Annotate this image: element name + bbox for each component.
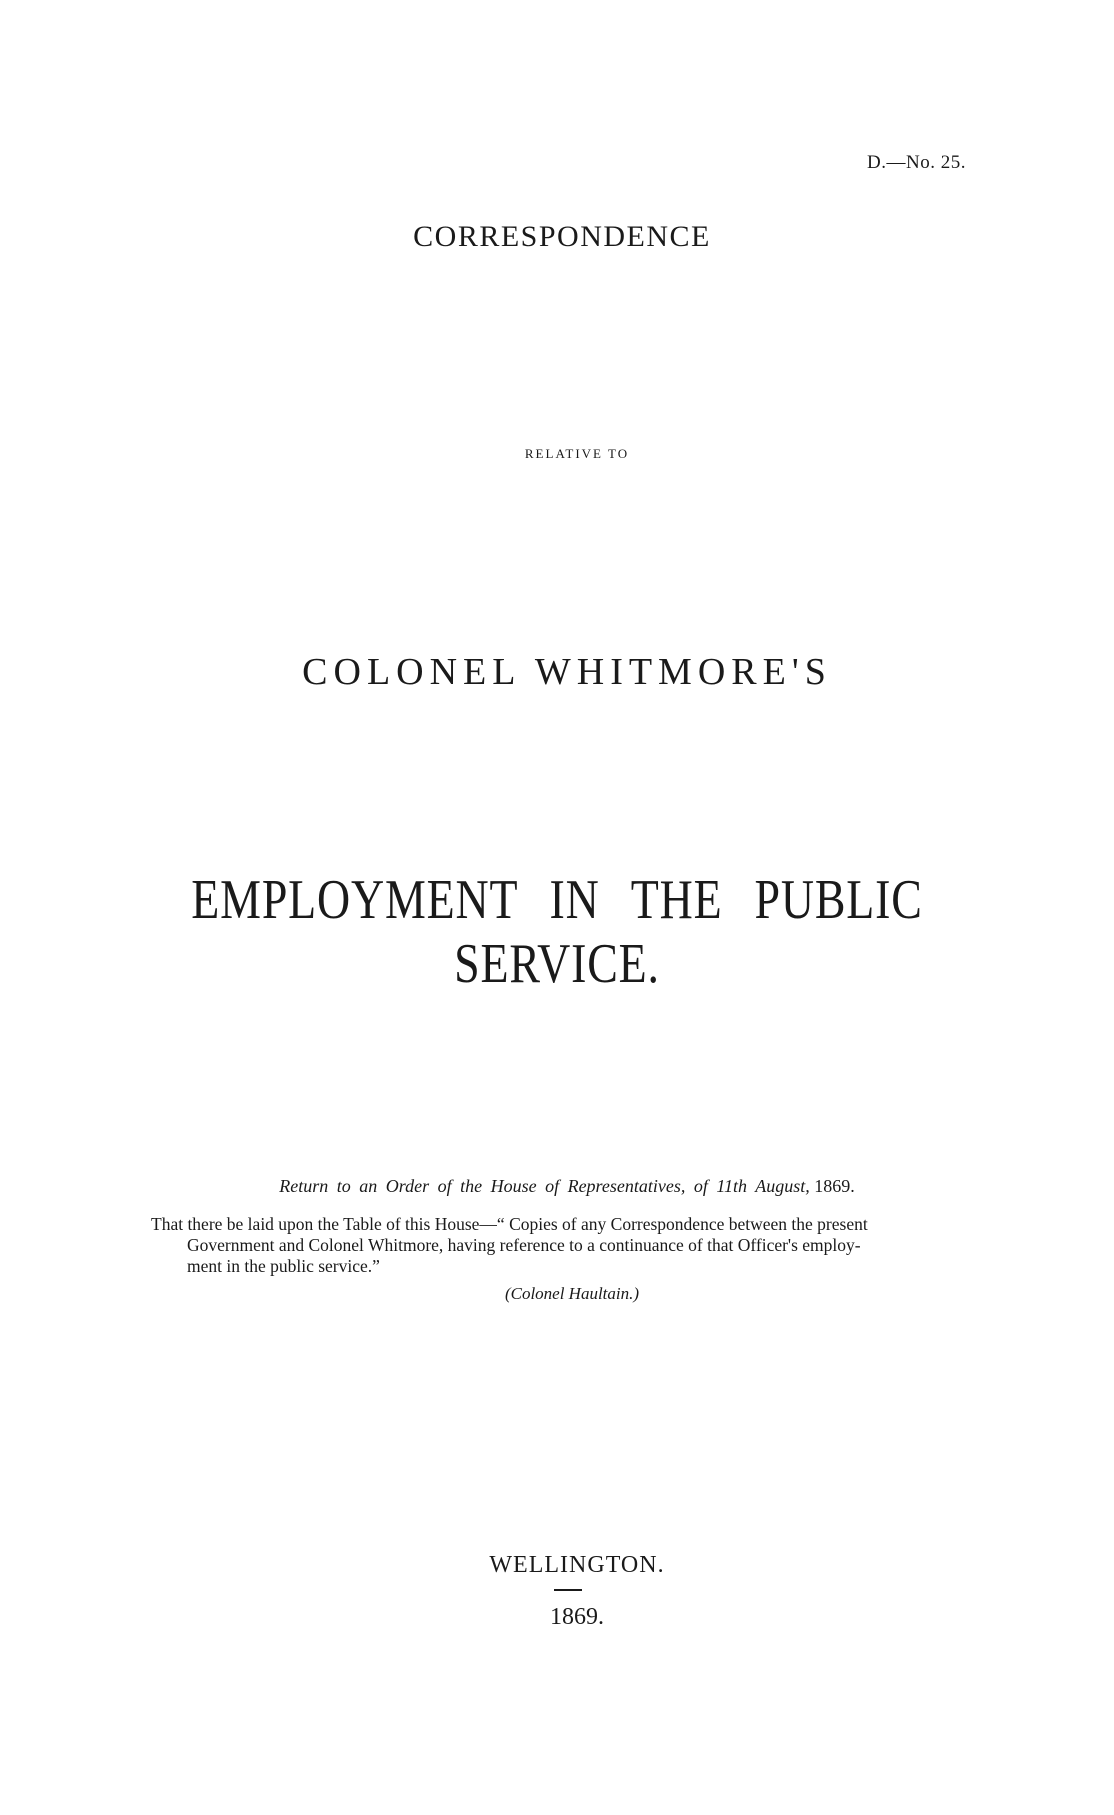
motion-line-2: Government and Colonel Whitmore, having reference to a continuance of that Officer's employ-: [187, 1235, 861, 1255]
title-colonel-whitmore: COLONEL WHITMORE'S: [302, 651, 832, 693]
paper-reference-number: D.—No. 25.: [867, 152, 966, 173]
imprint-place: WELLINGTON.: [489, 1552, 665, 1578]
return-order-text: Return to an Order of the House of Representatives, of 11th August,: [279, 1176, 810, 1196]
imprint-year: 1869.: [550, 1604, 604, 1630]
motion-line-3: ment in the public service.”: [187, 1256, 380, 1276]
motion-mover: (Colonel Haultain.): [504, 1284, 640, 1303]
title-correspondence: CORRESPONDENCE: [413, 220, 711, 253]
title-relative-to: RELATIVE TO: [524, 446, 630, 461]
return-order-line: [0, 1176, 1114, 1197]
motion-line-1: That there be laid upon the Table of this House—“ Copies of any Correspondence between the present: [151, 1214, 868, 1234]
motion-text: [151, 1214, 977, 1277]
return-order-year: 1869.: [814, 1176, 855, 1196]
title-employment-public-service: EMPLOYMENT IN THE PUBLIC SERVICE.: [191, 869, 923, 995]
imprint-divider: [554, 1589, 582, 1591]
